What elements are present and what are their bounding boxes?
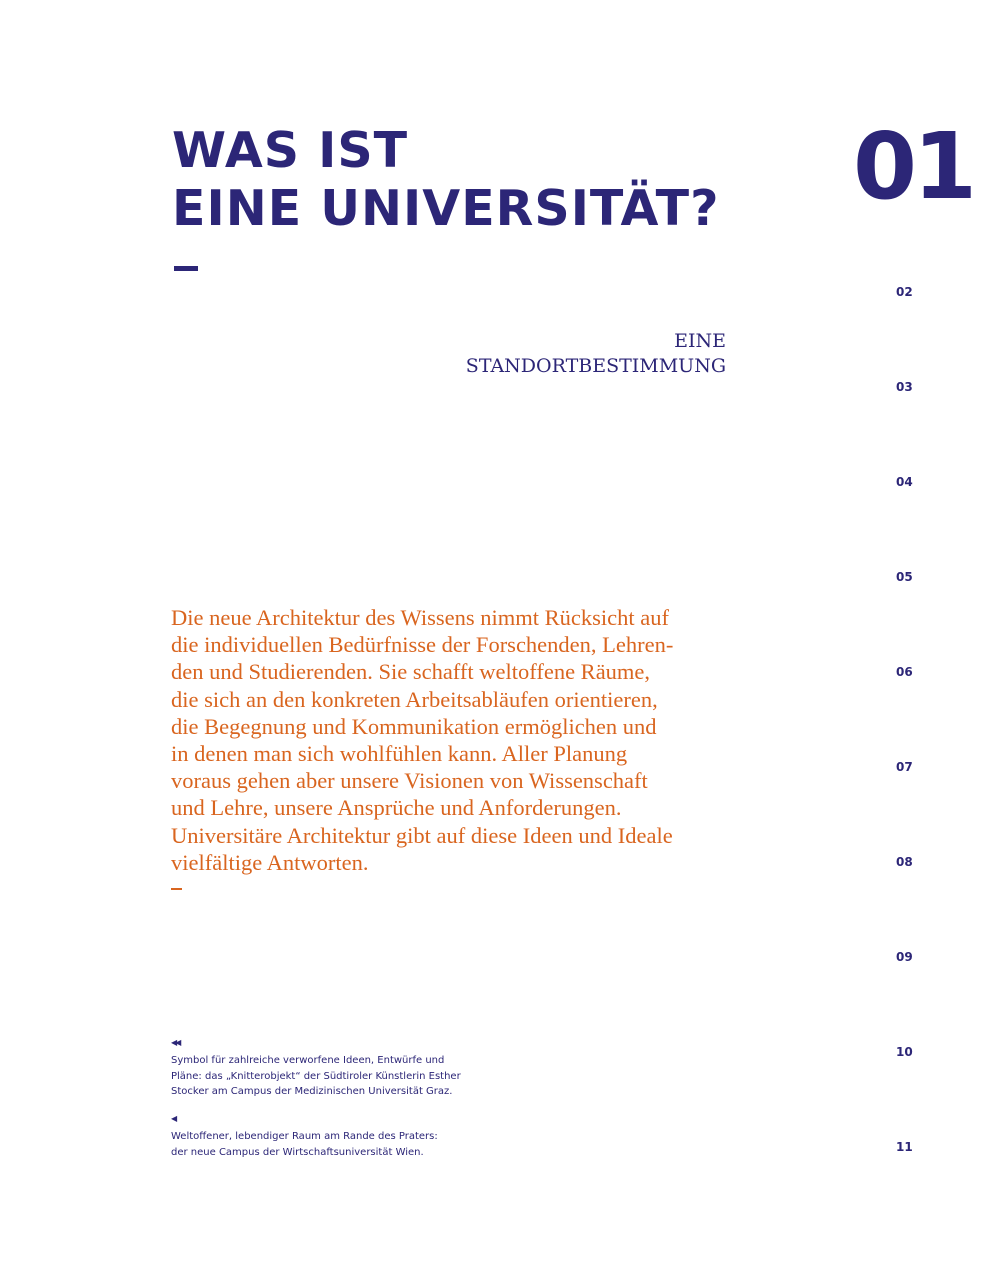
- chapter-number: 01: [853, 113, 974, 220]
- intro-line: den und Studierenden. Sie schafft weltoffene Räume,: [171, 659, 651, 685]
- caption-line: Symbol für zahlreiche verworfene Ideen, Entwürfe und: [171, 1055, 445, 1066]
- image-caption-1: [171, 1037, 461, 1100]
- intro-line: in denen man sich wohlfühlen kann. Aller Planung: [171, 741, 628, 767]
- subtitle-line-2: STANDORTBESTIMMUNG: [465, 355, 726, 377]
- chapter-nav-item-11[interactable]: 11: [896, 1140, 913, 1154]
- caption-line: der neue Campus der Wirtschaftsuniversität Wien.: [171, 1146, 424, 1158]
- chapter-nav-item-05[interactable]: 05: [896, 570, 913, 584]
- chapter-nav-item-02[interactable]: 02: [896, 285, 913, 299]
- subtitle-line-1: EINE: [674, 330, 726, 352]
- subtitle: [466, 329, 726, 379]
- chapter-nav-item-10[interactable]: 10: [896, 1045, 913, 1059]
- intro-line: voraus gehen aber unsere Visionen von Wissenschaft: [171, 768, 648, 794]
- double-left-arrow-icon: ◀◀: [171, 1038, 180, 1047]
- chapter-nav-item-09[interactable]: 09: [896, 950, 913, 964]
- chapter-nav-item-04[interactable]: 04: [896, 475, 913, 489]
- title-dash-divider: [174, 266, 198, 271]
- intro-line: Universitäre Architektur gibt auf diese Ideen und Ideale: [171, 822, 673, 848]
- intro-line: die Begegnung und Kommunikation ermöglichen und: [171, 713, 657, 739]
- page-title-line-1: WAS IST: [172, 122, 409, 179]
- chapter-nav-item-08[interactable]: 08: [896, 855, 913, 869]
- caption-line: Stocker am Campus der Medizinischen Universität Graz.: [171, 1086, 453, 1097]
- intro-line: die individuellen Bedürfnisse der Forschenden, Lehren-: [171, 632, 674, 658]
- caption-line: Weltoffener, lebendiger Raum am Rande des Praters:: [171, 1131, 438, 1142]
- chapter-nav-item-06[interactable]: 06: [896, 665, 913, 679]
- image-caption-2: [171, 1113, 438, 1160]
- chapter-nav-item-07[interactable]: 07: [896, 760, 913, 774]
- intro-line: Die neue Architektur des Wissens nimmt Rücksicht auf: [171, 605, 669, 630]
- intro-dash-divider: [171, 888, 182, 890]
- intro-line: vielfältige Antworten.: [171, 849, 369, 875]
- intro-paragraph: [171, 604, 741, 876]
- left-arrow-icon: ◀: [171, 1114, 176, 1123]
- caption-line: Pläne: das „Knitterobjekt“ der Südtiroler Künstlerin Esther: [171, 1070, 461, 1082]
- chapter-nav-item-03[interactable]: 03: [896, 380, 913, 394]
- intro-line: und Lehre, unsere Ansprüche und Anforderungen.: [171, 795, 622, 821]
- page-title: [172, 122, 720, 238]
- chapter-nav: [896, 0, 956, 1282]
- page-title-line-2: EINE UNIVERSITÄT?: [172, 180, 720, 237]
- intro-line: die sich an den konkreten Arbeitsabläufen orientieren,: [171, 686, 658, 712]
